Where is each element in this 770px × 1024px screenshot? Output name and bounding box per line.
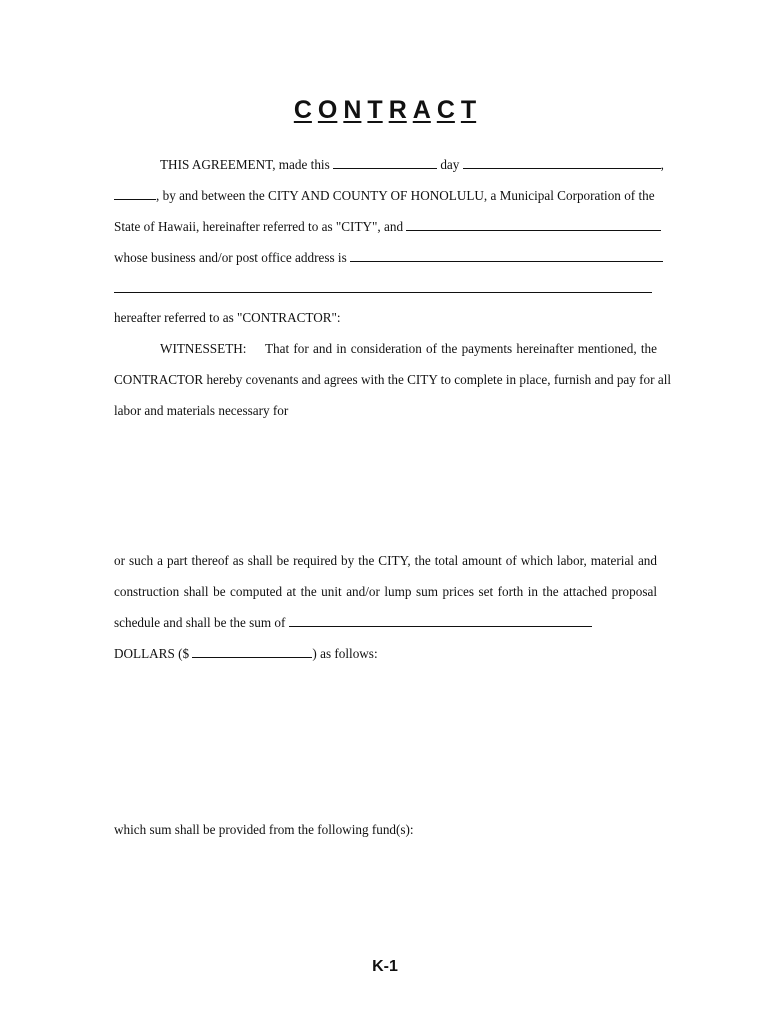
dollars-prefix: DOLLARS ($ xyxy=(114,646,190,661)
address-line xyxy=(114,249,663,266)
agreement-year-field[interactable] xyxy=(114,187,156,200)
witnesseth-text-wrap xyxy=(265,341,657,357)
title-letter: O xyxy=(317,96,338,124)
witnesseth-label: WITNESSETH: xyxy=(160,341,247,356)
agreement-date-field[interactable] xyxy=(333,156,437,169)
title-letter: A xyxy=(412,96,431,124)
title-letter: N xyxy=(343,96,362,124)
parties-line xyxy=(114,187,655,204)
sum-text: schedule and shall be the sum of xyxy=(114,615,286,630)
agreement-month-field[interactable] xyxy=(463,156,661,169)
dollar-amount-field[interactable] xyxy=(192,645,312,658)
agreement-comma: , xyxy=(660,157,664,172)
address-continuation-field[interactable] xyxy=(114,280,652,293)
sum-line xyxy=(114,614,592,631)
part-text: or such a part thereof as shall be required by the CITY, the total amount of which labor, material and xyxy=(114,553,657,568)
covenant-line xyxy=(114,372,672,388)
hereafter-line: hereafter referred to as "CONTRACTOR": xyxy=(114,310,341,325)
agreement-day-label: day xyxy=(440,157,460,172)
page-label: K-1 xyxy=(372,958,398,975)
dollars-line xyxy=(114,645,378,662)
address-field[interactable] xyxy=(350,249,663,262)
parties-text: , by and between the CITY AND COUNTY OF HONOLULU, a Municipal Corporation of the xyxy=(156,188,655,203)
construction-text: construction shall be computed at the unit and/or lump sum prices set forth in the attached proposal xyxy=(114,584,657,599)
address-text: whose business and/or post office address is xyxy=(114,250,347,265)
state-line xyxy=(114,218,661,235)
contractor-name-field[interactable] xyxy=(406,218,661,231)
title-letter: T xyxy=(460,96,477,124)
witnesseth-line xyxy=(160,341,657,357)
dollars-suffix: ) as follows: xyxy=(312,646,378,661)
labor-line: labor and materials necessary for xyxy=(114,403,289,418)
contract-title xyxy=(0,96,770,125)
part-line xyxy=(114,553,657,569)
construction-line xyxy=(114,584,657,600)
covenant-text: CONTRACTOR hereby covenants and agrees with the CITY to complete in place, furnish and pay for all xyxy=(114,372,672,387)
sum-in-words-field[interactable] xyxy=(289,614,592,627)
agreement-line xyxy=(160,156,664,173)
title-letter: C xyxy=(293,96,312,124)
title-letter: C xyxy=(436,96,455,124)
agreement-made-this: THIS AGREEMENT, made this xyxy=(160,157,330,172)
state-text: State of Hawaii, hereinafter referred to as "CITY", and xyxy=(114,219,404,234)
funds-line: which sum shall be provided from the following fund(s): xyxy=(114,822,414,837)
address-continuation-line xyxy=(114,280,652,297)
title-letter: T xyxy=(367,96,383,124)
witnesseth-text: That for and in consideration of the payments hereinafter mentioned, the xyxy=(265,341,657,356)
title-letter: R xyxy=(388,96,407,124)
